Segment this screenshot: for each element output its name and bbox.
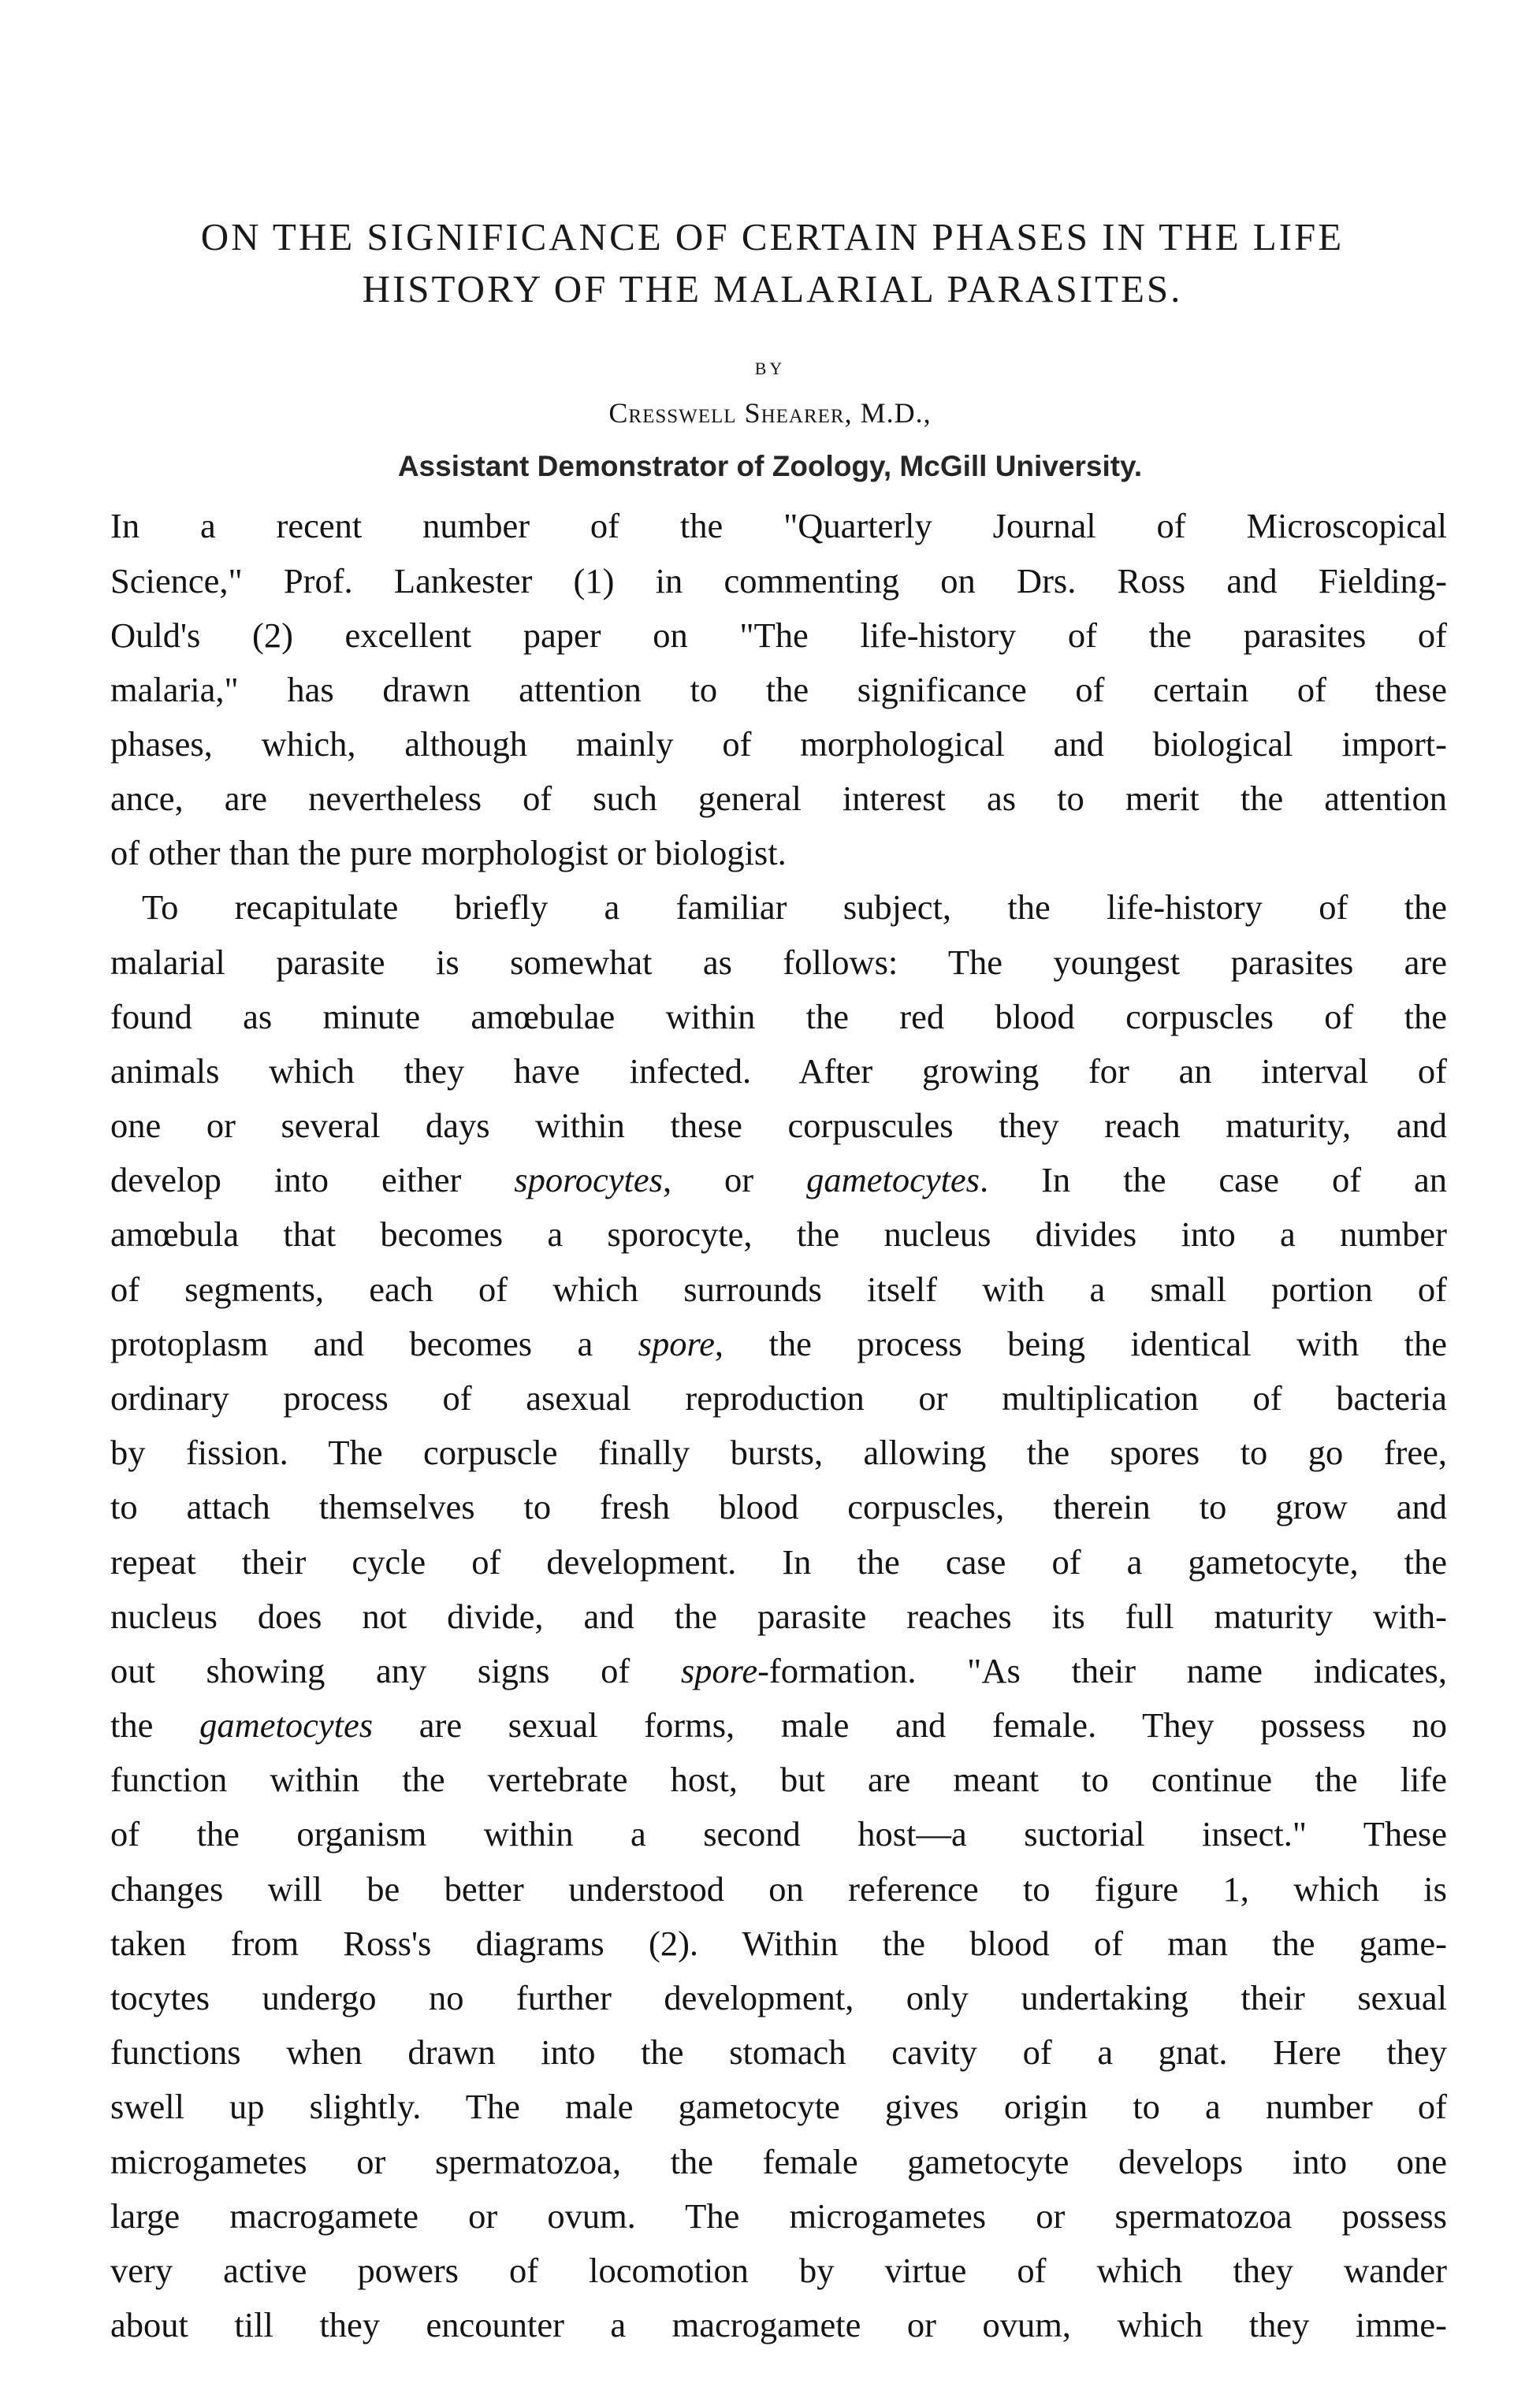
italic-term: gametocytes	[199, 1705, 374, 1745]
body-line: functions when drawn into the stomach cavity of a gnat. Here they	[110, 2032, 1447, 2072]
author-name: Cresswell Shearer, M.D.,	[608, 397, 932, 429]
body-line: nucleus does not divide, and the parasite reaches its full maturity with-	[110, 1597, 1447, 1636]
article-title-line-1: ON THE SIGNIFICANCE OF CERTAIN PHASES IN THE LIFE	[200, 215, 1345, 258]
body-line: found as minute amœbulae within the red blood corpuscles of the	[110, 997, 1447, 1036]
italic-term: spore	[638, 1324, 715, 1363]
body-line: taken from Ross's diagrams (2). Within the blood of man the game-	[110, 1924, 1447, 1963]
body-line: large macrogamete or ovum. The microgametes or spermatozoa possess	[110, 2196, 1447, 2236]
body-line: changes will be better understood on reference to figure 1, which is	[110, 1869, 1447, 1909]
body-line: develop into either sporocytes, or gametocytes. In the case of an	[110, 1160, 1447, 1199]
body-line: the gametocytes are sexual forms, male and female. They possess no	[110, 1705, 1447, 1745]
body-line: to attach themselves to fresh blood corpuscles, therein to grow and	[110, 1487, 1447, 1526]
body-line: very active powers of locomotion by virtue of which they wander	[110, 2251, 1447, 2290]
article-title-line-2: HISTORY OF THE MALARIAL PARASITES.	[362, 267, 1183, 310]
body-line: of segments, each of which surrounds itself with a small portion of	[110, 1270, 1447, 1309]
body-line: microgametes or spermatozoa, the female gametocyte develops into one	[110, 2142, 1447, 2181]
body-line: of other than the pure morphologist or biologist.	[110, 833, 787, 872]
body-line: ordinary process of asexual reproduction or multiplication of bacteria	[110, 1378, 1447, 1418]
author-affiliation: Assistant Demonstrator of Zoology, McGill University.	[397, 450, 1143, 482]
body-line: In a recent number of the "Quarterly Journal of Microscopical	[110, 506, 1447, 545]
body-line: by fission. The corpuscle finally bursts, allowing the spores to go free,	[110, 1433, 1447, 1472]
body-line: phases, which, although mainly of morphological and biological import-	[110, 724, 1447, 764]
body-line: out showing any signs of spore-formation. "As their name indicates,	[110, 1651, 1447, 1690]
italic-term: gametocytes	[806, 1160, 980, 1199]
byline-by: BY	[754, 359, 786, 378]
body-line: protoplasm and becomes a spore, the process being identical with the	[110, 1324, 1447, 1363]
body-line: amœbula that becomes a sporocyte, the nucleus divides into a number	[110, 1214, 1447, 1254]
body-line: malaria," has drawn attention to the significance of certain of these	[110, 670, 1447, 709]
body-line: animals which they have infected. After growing for an interval of	[110, 1051, 1447, 1091]
body-line: function within the vertebrate host, but are meant to continue the life	[110, 1760, 1447, 1799]
body-line: one or several days within these corpuscules they reach maturity, and	[110, 1106, 1447, 1145]
body-line: Science," Prof. Lankester (1) in commenting on Drs. Ross and Fielding-	[110, 561, 1447, 600]
body-line: of the organism within a second host—a suctorial insect." These	[110, 1814, 1447, 1854]
body-line: malarial parasite is somewhat as follows: The youngest parasites are	[110, 943, 1447, 982]
italic-term: sporocytes	[514, 1160, 663, 1199]
body-line: ance, are nevertheless of such general interest as to merit the attention	[110, 779, 1447, 818]
body-line: repeat their cycle of development. In the case of a gametocyte, the	[110, 1542, 1447, 1582]
body-line: Ould's (2) excellent paper on "The life-history of the parasites of	[110, 615, 1447, 655]
italic-term: spore	[680, 1651, 758, 1690]
body-line: tocytes undergo no further development, only undertaking their sexual	[110, 1978, 1447, 2017]
body-line: To recapitulate briefly a familiar subject, the life-history of the	[142, 887, 1447, 927]
body-line: about till they encounter a macrogamete or ovum, which they imme-	[110, 2305, 1447, 2344]
body-line: swell up slightly. The male gametocyte gives origin to a number of	[110, 2087, 1447, 2126]
